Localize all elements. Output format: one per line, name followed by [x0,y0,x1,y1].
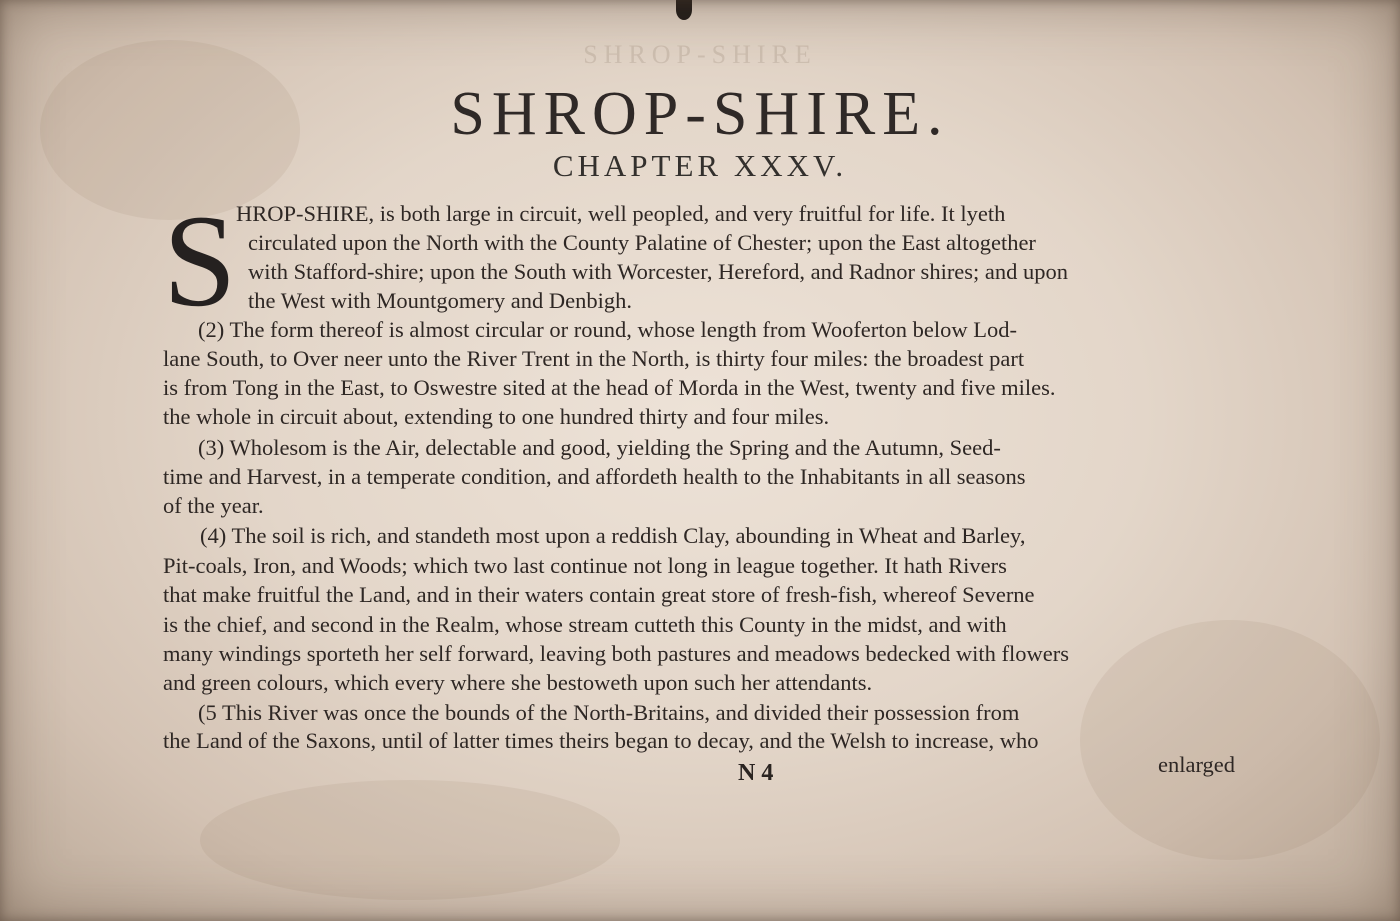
text-line: is the chief, and second in the Realm, whose stream cutteth this County in the midst, and with [163,612,1007,637]
binding-hole [676,0,692,20]
text-line: (2) The form thereof is almost circular or round, whose length from Wooferton below Lod- [198,317,1018,342]
signature-mark: N 4 [738,760,774,786]
text-line: the West with Mountgomery and Denbigh. [248,288,632,313]
text-line: many windings sporteth her self forward, leaving both pastures and meadows bedecked with flowers [163,641,1070,666]
page-title: SHROP-SHIRE. [450,80,950,148]
paper-stain [1080,620,1380,860]
text-line: (3) Wholesom is the Air, delectable and good, yielding the Spring and the Autumn, Seed- [198,435,1001,460]
paper-stain [200,780,620,900]
text-line: Pit-coals, Iron, and Woods; which two last continue not long in league together. It hath Rivers [163,553,1007,578]
catchword: enlarged [1158,752,1236,777]
text-line: the whole in circuit about, extending to one hundred thirty and four miles. [163,404,830,429]
text-line: lane South, to Over neer unto the River Trent in the North, is thirty four miles: the broadest part [163,346,1025,371]
text-line: (4) The soil is rich, and standeth most upon a reddish Clay, abounding in Wheat and Barley, [200,523,1026,548]
text-line: is from Tong in the East, to Oswestre sited at the head of Morda in the West, twenty and five miles. [163,375,1056,400]
text-line: (5 This River was once the bounds of the North-Britains, and divided their possession from [198,700,1020,725]
text-line: circulated upon the North with the County Palatine of Chester; upon the East altogether [248,230,1036,255]
chapter-heading: CHAPTER XXXV. [552,148,848,183]
text-line: HROP-SHIRE, is both large in circuit, well peopled, and very fruitful for life. It lyeth [236,201,1006,226]
text-line: and green colours, which every where she bestoweth upon such her attendants. [163,670,873,695]
text-line: that make fruitful the Land, and in their waters contain great store of fresh-fish, whereof Severne [163,582,1035,607]
drop-cap: S [163,187,237,334]
show-through-title: SHROP-SHIRE [583,40,817,69]
text-line: with Stafford-shire; upon the South with Worcester, Hereford, and Radnor shires; and upon [248,259,1069,284]
text-line: the Land of the Saxons, until of latter times theirs began to decay, and the Welsh to increase, who [163,728,1039,753]
text-line: time and Harvest, in a temperate condition, and affordeth health to the Inhabitants in all seasons [163,464,1026,489]
text-line: of the year. [163,493,264,518]
